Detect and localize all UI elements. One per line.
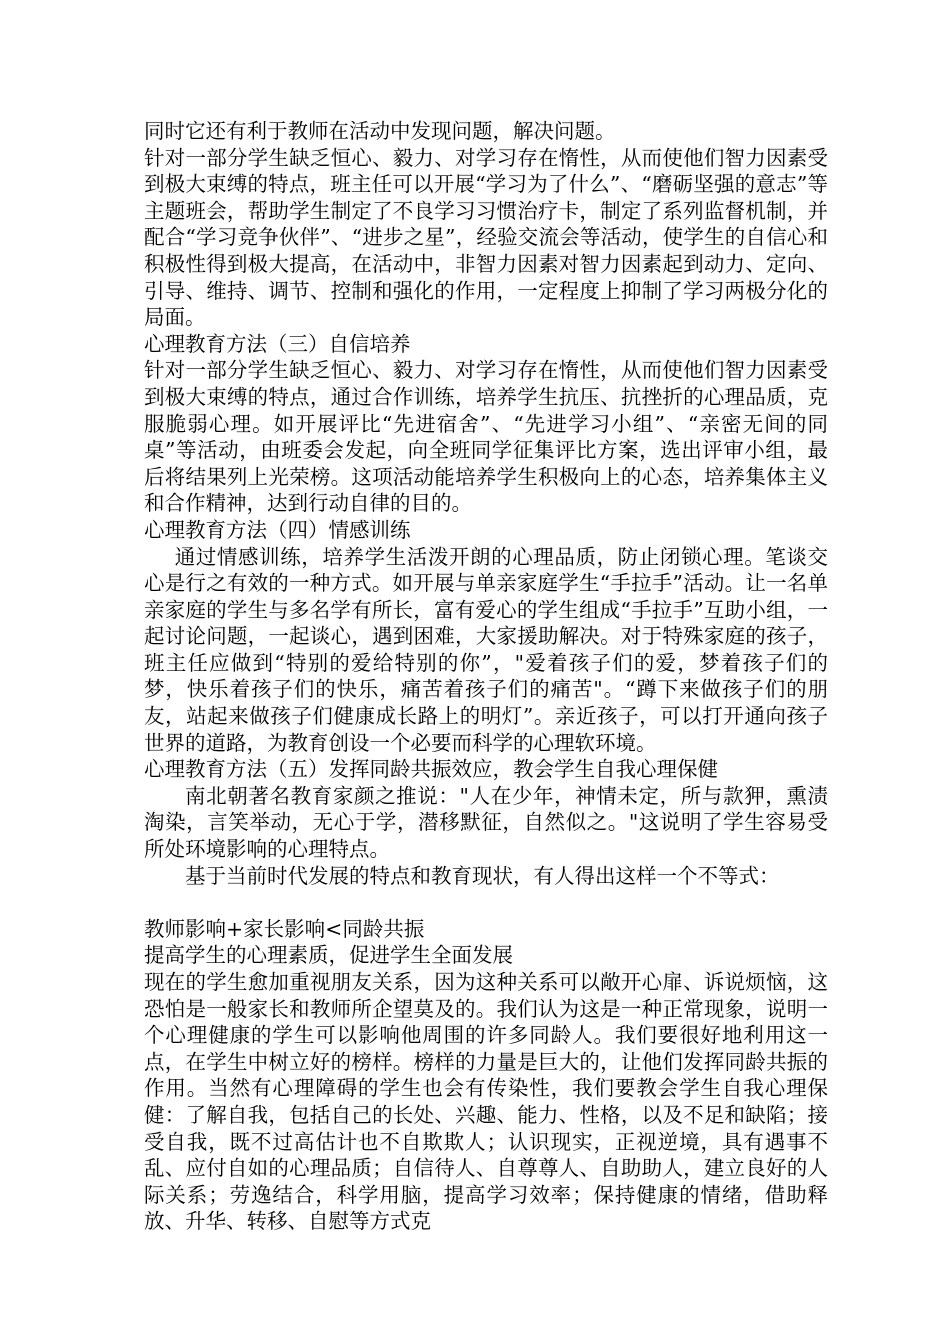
paragraph-yan-zhitui-quote: 南北朝著名教育家颜之推说："人在少年，神情未定，所与款狎，熏渍淘染，言笑举动，无心于学，潜移默征，自然似之。"这说明了学生容易受所处环境影响的心理特点。	[144, 783, 828, 862]
paragraph-inequality-intro: 基于当前时代发展的特点和教育现状，有人得出这样一个不等式：	[185, 863, 780, 888]
paragraph-confidence: 针对一部分学生缺乏恒心、毅力、对学习存在惰性，从而使他们智力因素受到极大束缚的特点，通过合作训练，培养学生抗压、抗挫折的心理品质，克服脆弱心理。如开展评比“先进宿舍”、“先进学习小组”、“亲密无间的同桌”等活动，由班委会发起，向全班同学征集评比方案，选出评审小组，最后将结果列上光荣榜。这项活动能培养学生积极向上的心态，培养集体主义和合作精神，达到行动自律的目的。	[144, 358, 828, 516]
paragraph-continuation: 同时它还有利于教师在活动中发现问题，解决问题。	[144, 119, 616, 143]
blank-line	[144, 889, 828, 916]
section-heading-emotion: 心理教育方法（四）情感训练	[144, 517, 411, 542]
paragraph-emotion: 通过情感训练，培养学生活泼开朗的心理品质，防止闭锁心理。笔谈交心是行之有效的一种方式。如开展与单亲家庭学生“手拉手”活动。让一名单亲家庭的学生与多名学有所长，富有爱心的学生组成“手拉手”互助小组，一起讨论问题，一起谈心，遇到困难，大家援助解决。对于特殊家庭的孩子，班主任应做到“特别的爱给特别的你”，"爱着孩子们的爱，梦着孩子们的梦，快乐着孩子们的快乐，痛苦着孩子们的痛苦"。“蹲下来做孩子们的朋友，站起来做孩子们健康成长路上的明灯”。亲近孩子，可以打开通向孩子世界的道路，为教育创设一个必要而科学的心理软环境。	[144, 544, 828, 755]
section-heading-peer-resonance: 心理教育方法（五）发挥同龄共振效应，教会学生自我心理保健	[144, 757, 718, 782]
subheading-improve-quality: 提高学生的心理素质，促进学生全面发展	[144, 943, 513, 968]
paragraph-friendship: 现在的学生愈加重视朋友关系，因为这种关系可以敞开心扉、诉说烦恼，这恐怕是一般家长和教师所企望莫及的。我们认为这是一种正常现象，说明一个心理健康的学生可以影响他周围的许多同龄人。我们要很好地利用这一点，在学生中树立好的榜样。榜样的力量是巨大的，让他们发挥同龄共振的作用。当然有心理障碍的学生也会有传染性，我们要教会学生自我心理保健：了解自我，包括自己的长处、兴趣、能力、性格，以及不足和缺陷；接受自我，既不过高估计也不自欺欺人；认识现实，正视逆境，具有遇事不乱、应付自如的心理品质；自信待人、自尊尊人、自助助人，建立良好的人际关系；劳逸结合，科学用脑，提高学习效率；保持健康的情绪，借助释放、升华、转移、自慰等方式克	[144, 970, 828, 1234]
paragraph-study-habits: 针对一部分学生缺乏恒心、毅力、对学习存在惰性，从而使他们智力因素受到极大束缚的特点，班主任可以开展“学习为了什么”、“磨砺坚强的意志”等主题班会，帮助学生制定了不良学习习惯治疗卡，制定了系列监督机制，并配合“学习竞争伙伴”、“进步之星”，经验交流会等活动，使学生的自信心和积极性得到极大提高，在活动中，非智力因素对智力因素起到动力、定向、引导、维持、调节、控制和强化的作用，一定程度上抑制了学习两极分化的局面。	[144, 145, 828, 330]
inequality-formula: 教师影响+家长影响<同龄共振	[144, 916, 425, 941]
document-body	[144, 118, 828, 1235]
section-heading-confidence: 心理教育方法（三）自信培养	[144, 331, 411, 356]
